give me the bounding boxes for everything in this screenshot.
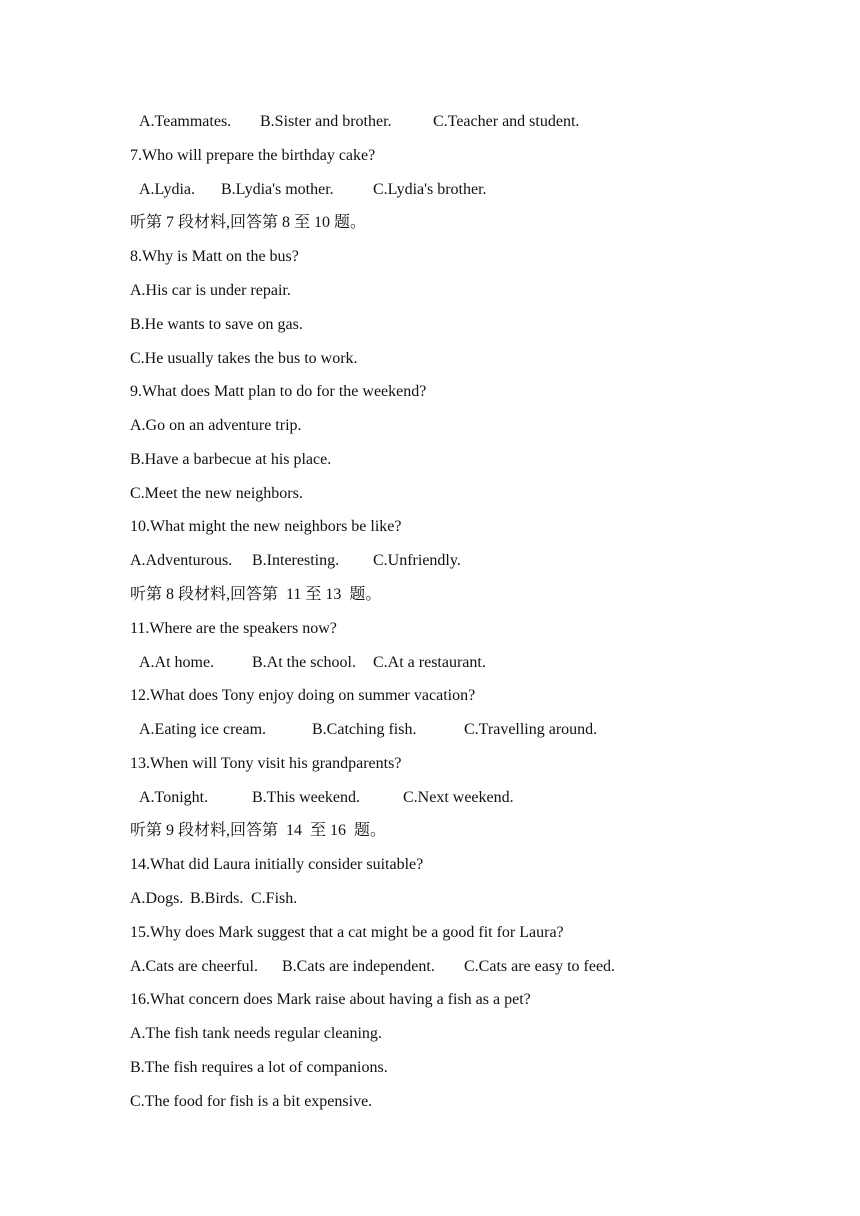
section-9-heading: 听第 9 段材料,回答第 14 至 16 题。 bbox=[130, 822, 387, 839]
q12-options bbox=[0, 720, 860, 740]
section-7-heading: 听第 7 段材料,回答第 8 至 10 题。 bbox=[130, 214, 367, 231]
q12-option-a: A.Eating ice cream. bbox=[139, 721, 267, 738]
q9-option-b: B.Have a barbecue at his place. bbox=[130, 451, 332, 468]
q13-option-a: A.Tonight. bbox=[139, 789, 209, 806]
question-11: 11.Where are the speakers now? bbox=[130, 620, 337, 637]
q12-option-b: B.Catching fish. bbox=[312, 721, 417, 738]
q10-options bbox=[0, 551, 860, 571]
q8-option-c: C.He usually takes the bus to work. bbox=[130, 350, 358, 367]
q6-option-a: A.Teammates. bbox=[139, 113, 232, 130]
q14-options bbox=[0, 889, 860, 909]
q13-options bbox=[0, 788, 860, 808]
q10-option-c: C.Unfriendly. bbox=[373, 552, 461, 569]
q10-option-a: A.Adventurous. bbox=[130, 552, 233, 569]
q9-option-a: A.Go on an adventure trip. bbox=[130, 417, 302, 434]
q7-option-a: A.Lydia. bbox=[139, 181, 195, 198]
q16-option-a: A.The fish tank needs regular cleaning. bbox=[130, 1025, 382, 1042]
question-10: 10.What might the new neighbors be like? bbox=[130, 518, 402, 535]
q6-option-c: C.Teacher and student. bbox=[433, 113, 580, 130]
question-12: 12.What does Tony enjoy doing on summer vacation? bbox=[130, 687, 476, 704]
q9-option-c: C.Meet the new neighbors. bbox=[130, 485, 303, 502]
q15-options bbox=[0, 957, 860, 977]
question-13: 13.When will Tony visit his grandparents? bbox=[130, 755, 402, 772]
q15-option-b: B.Cats are independent. bbox=[282, 958, 435, 975]
q8-option-b: B.He wants to save on gas. bbox=[130, 316, 303, 333]
question-16: 16.What concern does Mark raise about having a fish as a pet? bbox=[130, 991, 531, 1008]
q8-option-a: A.His car is under repair. bbox=[130, 282, 291, 299]
q12-option-c: C.Travelling around. bbox=[464, 721, 598, 738]
q16-option-c: C.The food for fish is a bit expensive. bbox=[130, 1093, 373, 1110]
question-15: 15.Why does Mark suggest that a cat might be a good fit for Laura? bbox=[130, 924, 564, 941]
q16-option-b: B.The fish requires a lot of companions. bbox=[130, 1059, 388, 1076]
q14-option-b: B.Birds. bbox=[190, 890, 244, 907]
question-9: 9.What does Matt plan to do for the weekend? bbox=[130, 383, 427, 400]
q11-options bbox=[0, 653, 860, 673]
q15-option-c: C.Cats are easy to feed. bbox=[464, 958, 616, 975]
q10-option-b: B.Interesting. bbox=[252, 552, 340, 569]
question-14: 14.What did Laura initially consider suitable? bbox=[130, 856, 424, 873]
q13-option-b: B.This weekend. bbox=[252, 789, 360, 806]
q7-options bbox=[0, 180, 860, 200]
q11-option-a: A.At home. bbox=[139, 654, 215, 671]
section-8-heading: 听第 8 段材料,回答第 11 至 13 题。 bbox=[130, 586, 382, 603]
q7-option-c: C.Lydia's brother. bbox=[373, 181, 487, 198]
q13-option-c: C.Next weekend. bbox=[403, 789, 514, 806]
q6-option-b: B.Sister and brother. bbox=[260, 113, 392, 130]
q14-option-a: A.Dogs. bbox=[130, 890, 184, 907]
q6-options bbox=[0, 112, 860, 132]
q11-option-b: B.At the school. bbox=[252, 654, 356, 671]
question-7: 7.Who will prepare the birthday cake? bbox=[130, 147, 376, 164]
q14-option-c: C.Fish. bbox=[251, 890, 298, 907]
question-8: 8.Why is Matt on the bus? bbox=[130, 248, 299, 265]
q11-option-c: C.At a restaurant. bbox=[373, 654, 486, 671]
q15-option-a: A.Cats are cheerful. bbox=[130, 958, 258, 975]
q7-option-b: B.Lydia's mother. bbox=[221, 181, 334, 198]
